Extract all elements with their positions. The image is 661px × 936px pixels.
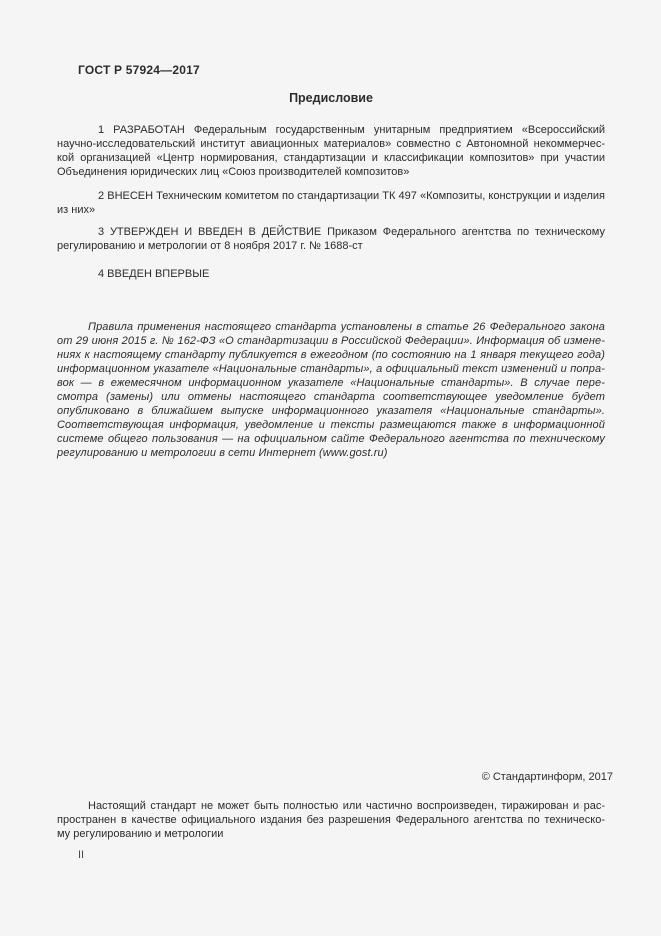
text-line: Правила применения настоящего стандарта установлены в статье 26 Федерального закона	[88, 321, 605, 333]
page-number: II	[78, 849, 85, 861]
text-line: Настоящий стандарт не может быть полностью или частично воспроизведен, тиражирован и рас-	[88, 800, 605, 812]
copyright-notice: © Стандартинформ, 2017	[481, 771, 613, 783]
text-line: системе общего пользования — на официальном сайте Федерального агентства по техническому	[57, 433, 605, 445]
text-line: регулированию и метрологии в сети Интернет (www.gost.ru)	[57, 447, 388, 459]
page-title: Предисловие	[289, 91, 373, 105]
text-line: кой организацией «Центр нормирования, стандартизации и классификации композитов» при участии	[57, 152, 605, 164]
text-line: Объединения юридических лиц «Союз производителей композитов»	[57, 166, 410, 178]
text-line: 1 РАЗРАБОТАН Федеральным государственным унитарным предприятием «Всероссийский	[98, 124, 605, 136]
text-line: вок — в ежемесячном информационном указателе «Национальные стандарты». В случае пере-	[57, 377, 605, 389]
foreword-item-1	[57, 123, 605, 179]
foreword-item-4	[57, 267, 605, 281]
text-line: от 29 июня 2015 г. № 162-ФЗ «О стандартизации в Российской Федерации». Информация об измене-	[57, 335, 605, 347]
text-line: Соответствующая информация, уведомление и тексты размещаются также в информационной	[57, 419, 605, 431]
text-line: 4 ВВЕДЕН ВПЕРВЫЕ	[98, 268, 210, 280]
text-line: 2 ВНЕСЕН Техническим комитетом по стандартизации ТК 497 «Композиты, конструкции и изделия	[98, 190, 605, 202]
text-line: регулированию и метрологии от 8 ноября 2017 г. № 1688-ст	[57, 240, 363, 252]
foreword-item-3	[57, 225, 605, 253]
distribution-restriction-note	[57, 799, 605, 841]
text-line: пространен в качестве официального издания без разрешения Федерального агентства по техническо-	[57, 814, 605, 826]
text-line: из них»	[57, 204, 96, 216]
text-line: ниях к настоящему стандарту публикуется в ежегодном (по состоянию на 1 января текущего года)	[57, 349, 605, 361]
legal-application-note	[57, 320, 605, 460]
text-line: опубликовано в ближайшем выпуске информационного указателя «Национальные стандарты».	[57, 405, 605, 417]
text-line: научно-исследовательский институт авиационных материалов» совместно с Автономной некоммерчес-	[57, 138, 605, 150]
text-line: смотра (замены) или отмены настоящего стандарта соответствующее уведомление будет	[57, 391, 605, 403]
text-line: информационном указателе «Национальные стандарты», а официальный текст изменений и попра-	[57, 363, 605, 375]
foreword-item-2	[57, 189, 605, 217]
document-code: ГОСТ Р 57924—2017	[78, 63, 200, 77]
text-line: му регулированию и метрологии	[57, 828, 224, 840]
text-line: 3 УТВЕРЖДЕН И ВВЕДЕН В ДЕЙСТВИЕ Приказом Федерального агентства по техническому	[98, 226, 605, 238]
